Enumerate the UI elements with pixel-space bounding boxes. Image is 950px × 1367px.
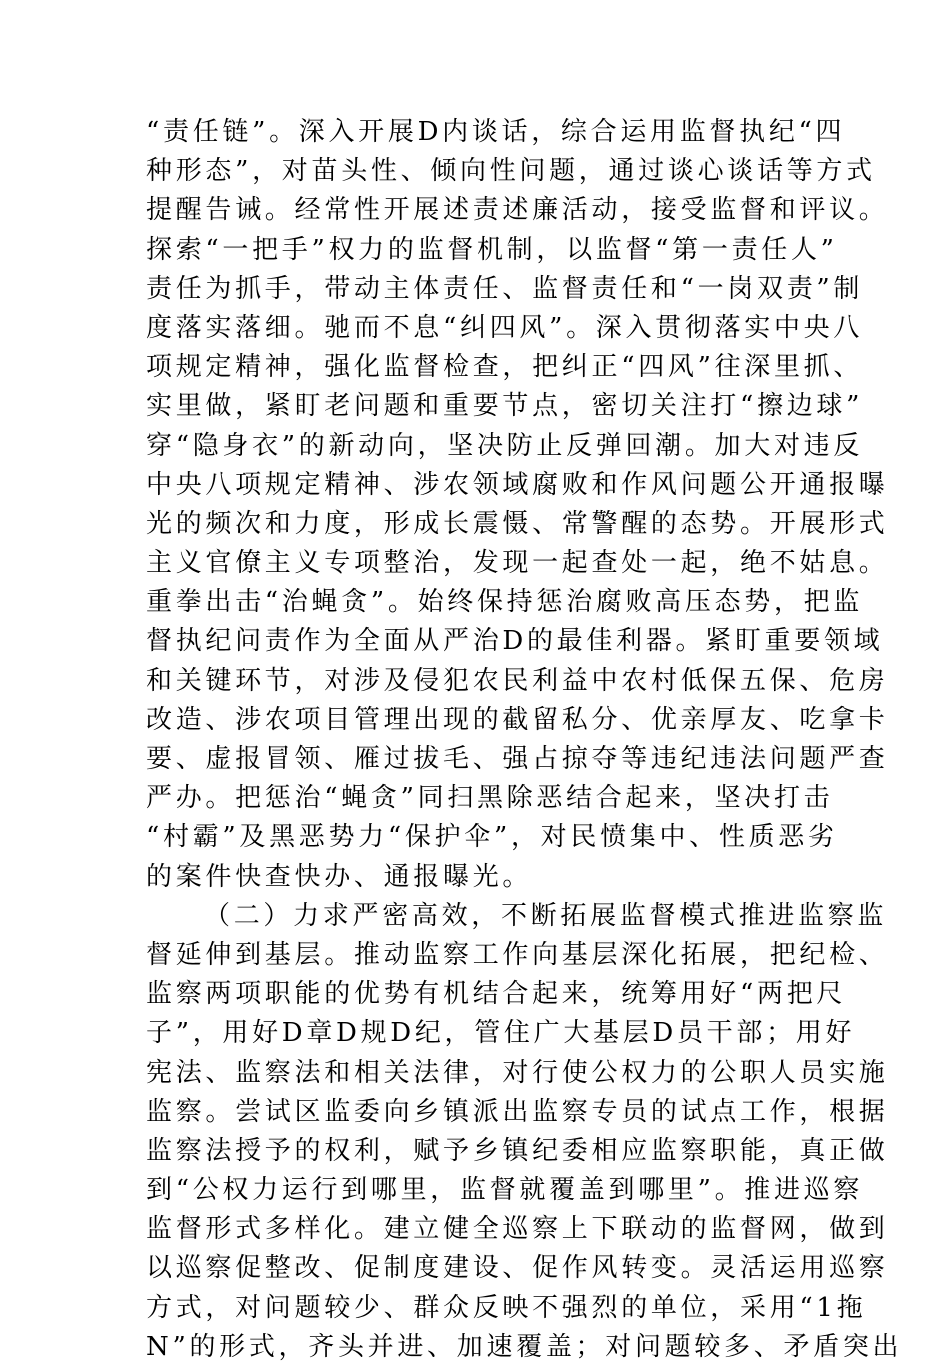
text-line: 监督形式多样化。建立健全巡察上下联动的监督网，做到 [146, 1214, 889, 1245]
text-line: 宪法、监察法和相关法律，对行使公权力的公职人员实施 [146, 1057, 889, 1088]
text-line: 中央八项规定精神、涉农领域腐败和作风问题公开通报曝 [146, 469, 889, 500]
text-line: 项规定精神，强化监督检查，把纠正“四风”往深里抓、 [146, 352, 864, 383]
text-line: 以巡察促整改、促制度建设、促作风转变。灵活运用巡察 [146, 1253, 889, 1284]
text-line: 光的频次和力度，形成长震慑、常警醒的态势。开展形式 [146, 508, 889, 539]
text-line: 子”，用好D章D规D纪，管住广大基层D员干部；用好 [146, 1018, 856, 1049]
text-line: 实里做，紧盯老问题和重要节点，密切关注打“擦边球” [146, 391, 864, 422]
text-line: 严办。把惩治“蝇贪”同扫黑除恶结合起来，坚决打击 [146, 783, 834, 814]
text-line: 督延伸到基层。推动监察工作向基层深化拓展，把纪检、 [146, 939, 889, 970]
text-line: N”的形式，齐头并进、加速覆盖；对问题较多、矛盾突出 [146, 1331, 903, 1362]
text-line: 穿“隐身衣”的新动向，坚决防止反弹回潮。加大对违反 [146, 430, 864, 461]
text-line: 监察。尝试区监委向乡镇派出监察专员的试点工作，根据 [146, 1096, 889, 1127]
text-line: 探索“一把手”权力的监督机制，以监督“第一责任人” [146, 234, 838, 265]
text-line: “村霸”及黑恶势力“保护伞”，对民愤集中、性质恶劣 [146, 822, 838, 853]
section-heading-line: （二）力求严密高效，不断拓展监督模式推进监察监 [204, 900, 888, 931]
text-line: 的案件快查快办、通报曝光。 [146, 861, 533, 892]
text-line: 提醒告诫。经常性开展述责述廉活动，接受监督和评议。 [146, 195, 889, 226]
text-line: 督执纪问责作为全面从严治D的最佳利器。紧盯重要领域 [146, 626, 884, 657]
text-line: 重拳出击“治蝇贪”。始终保持惩治腐败高压态势，把监 [146, 587, 864, 618]
text-line: 改造、涉农项目管理出现的截留私分、优亲厚友、吃拿卡 [146, 704, 889, 735]
text-line: 主义官僚主义专项整治，发现一起查处一起，绝不姑息。 [146, 548, 889, 579]
text-line: 种形态”，对苗头性、倾向性问题，通过谈心谈话等方式 [146, 156, 876, 187]
text-line: 方式，对问题较少、群众反映不强烈的单位，采用“1拖 [146, 1292, 867, 1323]
text-line: 和关键环节，对涉及侵犯农民利益中农村低保五保、危房 [146, 665, 889, 696]
text-line: 责任为抓手，带动主体责任、监督责任和“一岗双责”制 [146, 273, 864, 304]
text-line: 要、虚报冒领、雁过拔毛、强占掠夺等违纪违法问题严查 [146, 744, 889, 774]
text-line: 监察法授予的权利，赋予乡镇纪委相应监察职能，真正做 [146, 1135, 889, 1166]
text-line: 监察两项职能的优势有机结合起来，统筹用好“两把尺 [146, 979, 847, 1010]
body-text [146, 113, 903, 1367]
text-line: 度落实落细。驰而不息“纠四风”。深入贯彻落实中央八 [146, 312, 864, 343]
text-line: 到“公权力运行到哪里，监督就覆盖到哪里”。推进巡察 [146, 1175, 864, 1206]
text-line: “责任链”。深入开展D内谈话，综合运用监督执纪“四 [146, 117, 846, 147]
